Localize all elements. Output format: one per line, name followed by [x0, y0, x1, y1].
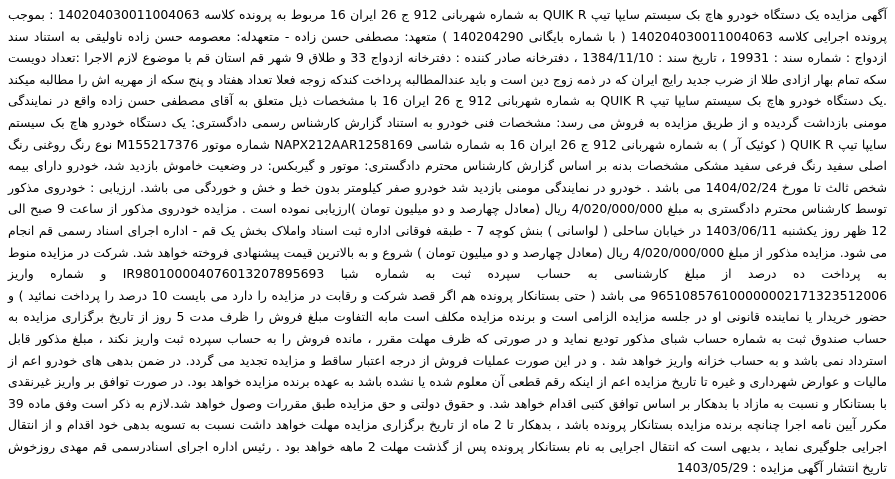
- auction-notice-text: آگهی مزایده یک دستگاه خودرو هاچ بک سیستم سایپا تیپ QUIK R به شماره شهربانی 912 ج 26 ایران 16 مربوط به پرونده کلاسه 140204030011004063 : بموجب پرونده اجرایی کلاسه 140204030011004063 ( با شماره بایگانی 140204290 ) متعهد: مصطفی حسن زاده - متعهدله: معصومه حسن زاده ناولیقی به استناد سند ازدواج : شماره سند : 19931 ، تاریخ سند : 1384/11/10 ، دفترخانه صادر کننده : دفترخانه ازدواج 33 و طلاق 9 شهر قم استان قم با موضوع لازم الاجرا :تعداد دویست سکه تمام بهار ازادی طلا از ضرب جدید رایج ایران که در ذمه زوج دین است و باید عندالمطالبه پرداخت کندکه زوجه فعلا تعداد هفتاد و پنج سکه از مهریه اش را مطالبه میکند .یک دستگاه خودرو هاچ بک سیستم سایپا تیپ QUIK R به شماره شهربانی 912 ج 26 ایران 16 با مشخصات ذیل متعلق به آقای مصطفی حسن زاده واقع در نمایندگی مومنی بازداشت گردیده و از طریق مزایده به فروش می رسد: مشخصات فنی خودرو به استناد گزارش کارشناس رسمی دادگستری: یک دستگاه خودرو هاچ بک سیستم سایپا تیپ QUIK R ( کوئیک آر ) به شماره شهربانی 912 ج 26 ایران 16 به شماره شاسی NAPX212AAR1258169 شماره موتور M155217376 نوع رنگ روغنی رنگ اصلی سفید رنگ فرعی سفید مشکی مشخصات بدنه بر اساس گزارش کارشناس محترم دادگستری: موتور و گیربکس: در وضعیت خاموش بازدید شد، خودرو دارای بیمه شخص ثالث تا مورخ 1404/02/24 می باشد . خودرو در نمایندگی مومنی بازدید شد خودرو صفر کیلومتر بدون خط و خش و خوردگی می باشد. ارزیابی : خودروی مذکور توسط کارشناس محترم دادگستری به مبلغ 4/020/000/000 ریال (معادل چهارصد و دو میلیون تومان )ارزیابی نموده است . مزایده خودروی مذکور از ساعت 9 صبح الی 12 ظهر روز یکشنبه 1403/06/11 در خیابان ساحلی ( لواسانی ) بنش کوچه 7 - طبقه فوقانی اداره ثبت اسناد واملاک بخش یک قم - اداره اجرای اسناد رسمی قم انجام می شود. مزایده مذکور از مبلغ 4/020/000/000 ریال (معادل چهارصد و دو میلیون تومان ) شروع و به بالاترین قیمت پیشنهادی فروخته خواهد شد. شرکت در مزایده منوط به پرداخت ده درصد از مبلغ کارشناسی به حساب سپرده ثبت به شماره شبا IR980100004076013207895693 و شماره واریز 965108576100000002171323512006 می باشد ( حتی بستانکار پرونده هم اگر قصد شرکت و رقابت در مزایده را دارد می بایست 10 درصد را پرداخت نمائید ) و حضور خریدار یا نماینده قانونی او در جلسه مزایده الزامی است و برنده مزایده مکلف است مابه التفاوت مبلغ فروش را ظرف مدت 5 روز از تاریخ برگزاری مزایده به حساب صندوق ثبت به شماره حساب شبای مذکور تودیع نماید و در صورتی که ظرف مهلت مقرر ، مانده فروش را به حساب سپرده ثبت واریز نکند ، مبلغ مذکور قابل استرداد نمی باشد و به حساب خزانه واریز خواهد شد . و در این صورت عملیات فروش از درجه اعتبار ساقط و مزایده تجدید می گردد. در ضمن بدهی های خودرو اعم از مالیات و عوارض شهرداری و غیره تا تاریخ مزایده اعم از اینکه رقم قطعی آن معلوم شده یا نشده باشد به عهده برنده مزایده خواهد بود. در صورت توافق بر واریز غیرنقدی با بستانکار و نسبت به مازاد با بدهکار بر اساس توافق کتبی اقدام خواهد شد. و حقوق دولتی و حق مزایده طبق مقررات وصول خواهد شد.لازم به ذکر است وفق ماده 39 مکرر آیین نامه اجرا چنانچه برنده مزایده بستانکار پرونده باشد ، بدهکار تا 2 ماه از تاریخ برگزاری مزایده مهلت خواهد داشت نسبت به تسویه بدهی خود اقدام و از انتقال اجرایی جلوگیری نماید ، بدیهی است که انتقال اجرایی به نام بستانکار پرونده پس از گذشت مهلت 2 ماهه خواهد بود . رئیس اداره اجرای اسنادرسمی قم مهدی روزخوش تاریخ انتشار آگهی مزایده : 1403/05/29: [8, 7, 888, 476]
